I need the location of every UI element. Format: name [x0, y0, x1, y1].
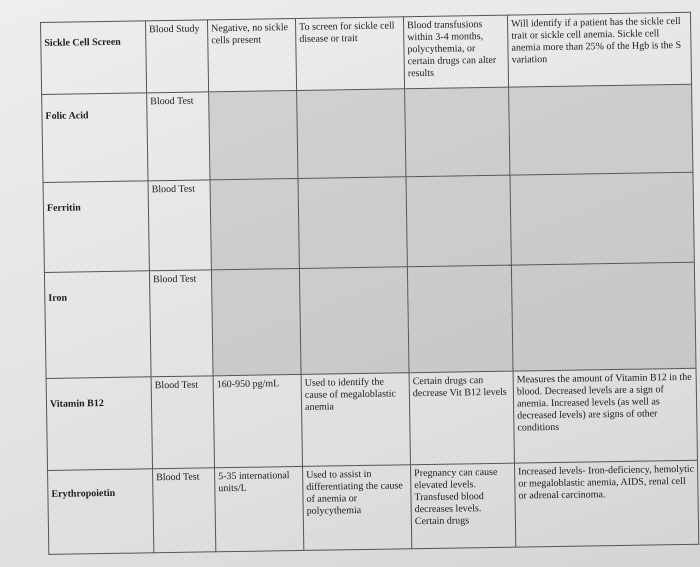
test-type-cell: Blood Test [151, 376, 214, 469]
table-row [48, 460, 699, 554]
significance-cell: Measures the amount of Vitamin B12 in the blood. Decreased levels are a sign of anemia. Increased levels (as well as decreased levels) are signs of other conditions [513, 368, 697, 463]
table-row [46, 368, 697, 470]
interfering-factors-cell: Blood transfusions within 3-4 months, polycythemia, or certain drugs can alter results [403, 15, 508, 89]
purpose-cell: Used to assist in differentiating the cause of anemia or polycythemia [303, 465, 412, 551]
interfering-factors-cell [405, 87, 510, 177]
test-name-cell: Folic Acid [42, 93, 148, 183]
test-type-cell: Blood Test [153, 468, 216, 553]
test-type-cell: Blood Test [149, 270, 213, 377]
worksheet [40, 12, 698, 554]
interfering-factors-cell [407, 265, 513, 373]
normal-value-cell [211, 268, 301, 375]
test-name-cell: Sickle Cell Screen [41, 21, 147, 95]
normal-value-cell [210, 178, 299, 269]
purpose-cell: To screen for sickle cell disease or trait [295, 17, 404, 91]
significance-cell [509, 84, 693, 175]
purpose-cell [297, 89, 406, 179]
significance-cell: Will identify if a patient has the sickle cell trait or sickle cell anemia. Sickle cell anemia more than 25% of the Hgb is the S variation [507, 12, 691, 87]
lab-test-table [40, 12, 699, 555]
significance-cell [510, 172, 694, 265]
significance-cell: Increased levels- Iron-deficiency, hemolytic or megaloblastic anemia, AIDS, renal cell or adrenal carcinoma. [514, 460, 698, 547]
purpose-cell [298, 177, 407, 269]
test-type-cell: Blood Test [147, 92, 210, 181]
test-name-cell: Iron [44, 271, 151, 379]
table-row [42, 84, 693, 182]
test-name-cell: Vitamin B12 [46, 377, 152, 471]
normal-value-cell: 5-35 international units/L [215, 466, 304, 551]
interfering-factors-cell: Pregnancy can cause elevated levels. Transfused blood decreases levels. Certain drugs [410, 463, 515, 549]
table-row [41, 12, 692, 94]
purpose-cell: Used to identify the cause of megaloblastic anemia [301, 373, 410, 467]
table-row [44, 262, 696, 378]
normal-value-cell: 160-950 pg/mL [213, 374, 302, 467]
test-type-cell: Blood Test [148, 180, 211, 271]
test-type-cell: Blood Study [145, 20, 208, 93]
significance-cell [511, 262, 696, 371]
normal-value-cell: Negative, no sickle cells present [207, 18, 296, 91]
test-name-cell: Ferritin [43, 181, 149, 273]
normal-value-cell [209, 90, 298, 179]
test-name-cell: Erythropoietin [48, 469, 154, 555]
interfering-factors-cell [406, 175, 511, 267]
purpose-cell [299, 267, 409, 375]
table-row [43, 172, 694, 272]
interfering-factors-cell: Certain drugs can decrease Vit B12 levels [409, 371, 514, 465]
